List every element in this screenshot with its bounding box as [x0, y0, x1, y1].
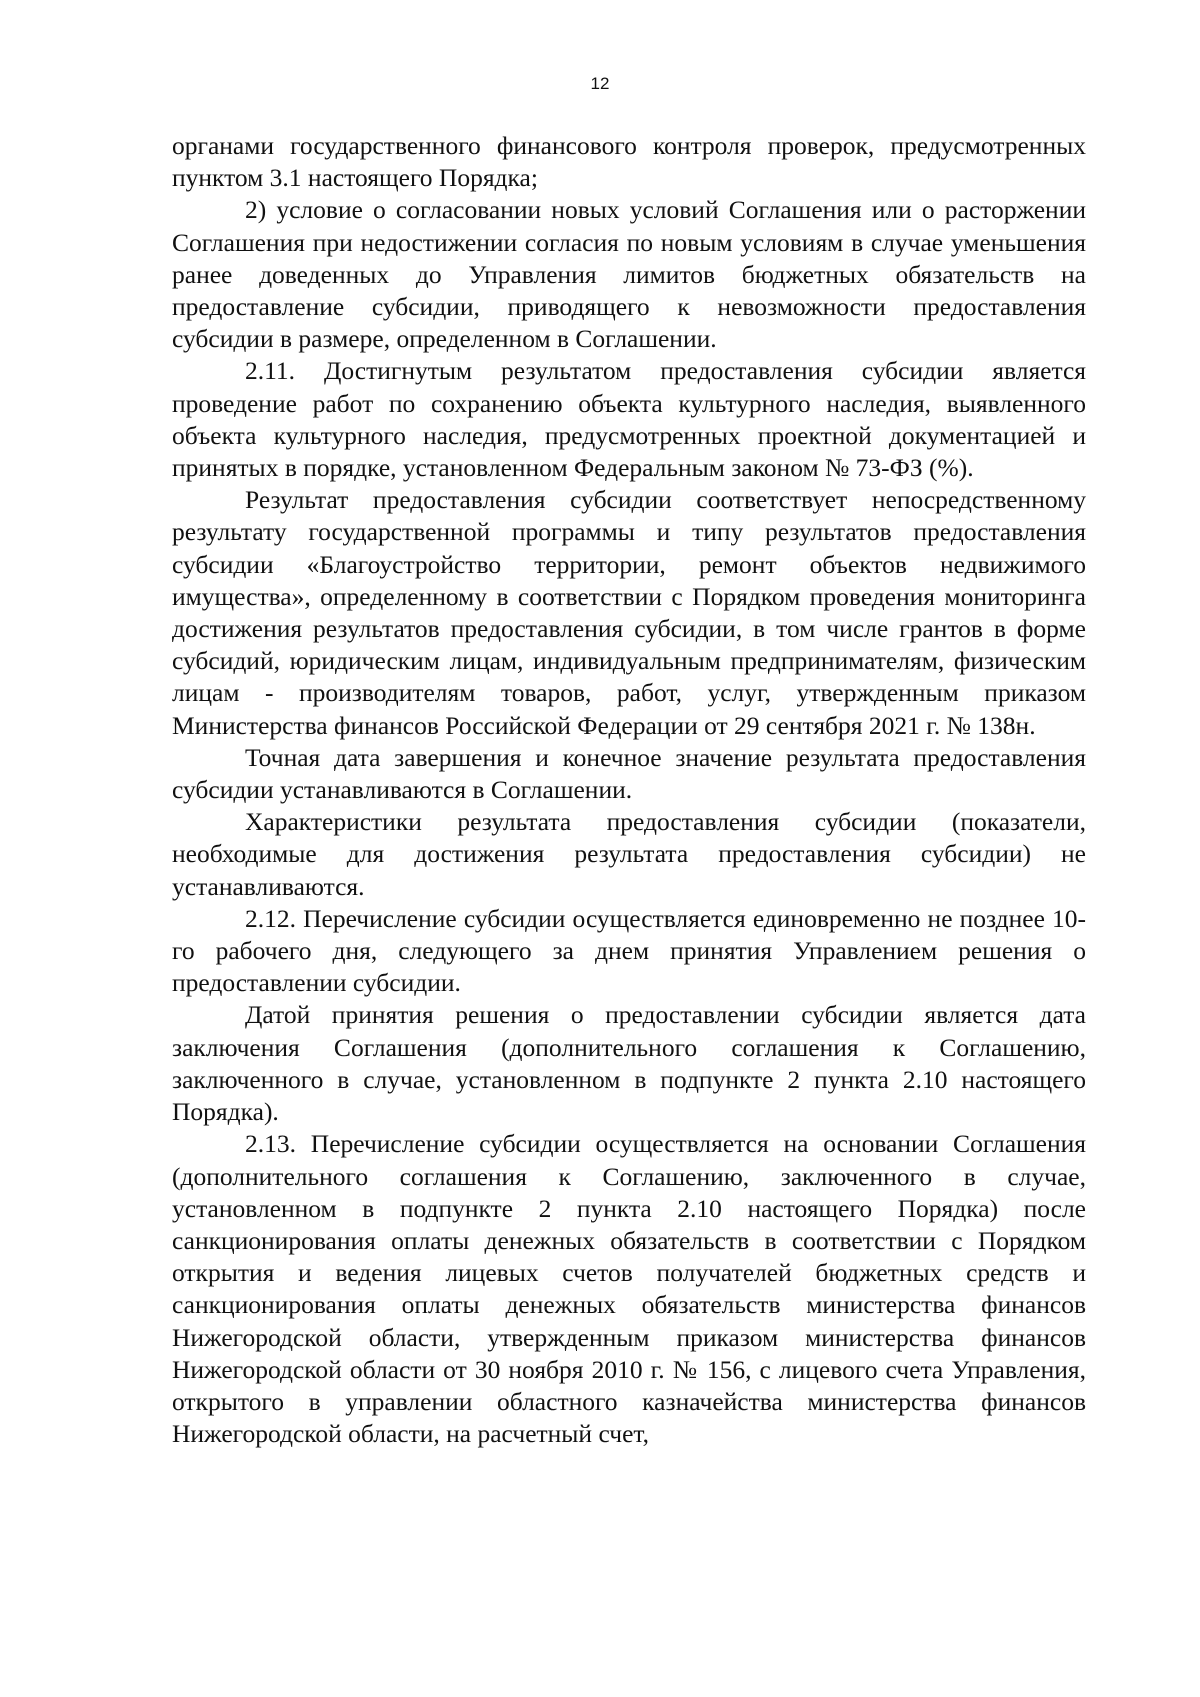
paragraph-2-13: 2.13. Перечисление субсидии осуществляется на основании Соглашения (дополнительного соглашения к Соглашению, заключенного в случае, установленном в подпункте 2 пункта 2.10 настоящего Порядка) после санкционирования оплаты денежных обязательств в соответствии с Порядком открытия и ведения лицевых счетов получателей бюджетных средств и санкционирования оплаты денежных обязательств министерства финансов Нижегородской области, утвержденным приказом министерства финансов Нижегородской области от 30 ноября 2010 г. № 156, с лицевого счета Управления, открытого в управлении областного казначейства министерства финансов Нижегородской области, на расчетный счет,	[172, 1129, 1086, 1449]
paragraph-2-12: 2.12. Перечисление субсидии осуществляется единовременно не позднее 10-го рабочего дня, следующего за днем принятия Управлением решения о предоставлении субсидии.	[172, 903, 1086, 998]
paragraph-characteristics: Характеристики результата предоставления субсидии (показатели, необходимые для достижения результата предоставления субсидии) не устанавливаются.	[172, 807, 1086, 901]
paragraph-continuation: органами государственного финансового контроля проверок, предусмотренных пунктом 3.1 настоящего Порядка;	[172, 131, 1086, 193]
paragraph-exact-date: Точная дата завершения и конечное значение результата предоставления субсидии устанавливаются в Соглашении.	[172, 742, 1086, 805]
page-number: 12	[590, 74, 610, 93]
paragraph-2-11: 2.11. Достигнутым результатом предоставления субсидии является проведение работ по сохранению объекта культурного наследия, выявленного объекта культурного наследия, предусмотренных проектной документацией и принятых в порядке, установленном Федеральным законом № 73-ФЗ (%).	[172, 356, 1086, 483]
paragraph-condition-2: 2) условие о согласовании новых условий Соглашения или о расторжении Соглашения при недостижении согласия по новым условиям в случае уменьшения ранее доведенных до Управления лимитов бюджетных обязательств на предоставление субсидии, приводящего к невозможности предоставления субсидии в размере, определенном в Соглашении.	[172, 195, 1086, 354]
paragraph-result-correspondence: Результат предоставления субсидии соответствует непосредственному результату государственной программы и типу результатов предоставления субсидии «Благоустройство территории, ремонт объектов недвижимого имущества», определенному в соответствии с Порядком проведения мониторинга достижения результатов предоставления субсидии, в том числе грантов в форме субсидий, юридическим лицам, индивидуальным предпринимателям, физическим лицам - производителям товаров, работ, услуг, утвержденным приказом Министерства финансов Российской Федерации от 29 сентября 2021 г. № 138н.	[172, 485, 1086, 740]
document-body	[172, 130, 1086, 1450]
paragraph-decision-date: Датой принятия решения о предоставлении субсидии является дата заключения Соглашения (дополнительного соглашения к Соглашению, заключенного в случае, установленном в подпункте 2 пункта 2.10 настоящего Порядка).	[172, 1000, 1086, 1127]
